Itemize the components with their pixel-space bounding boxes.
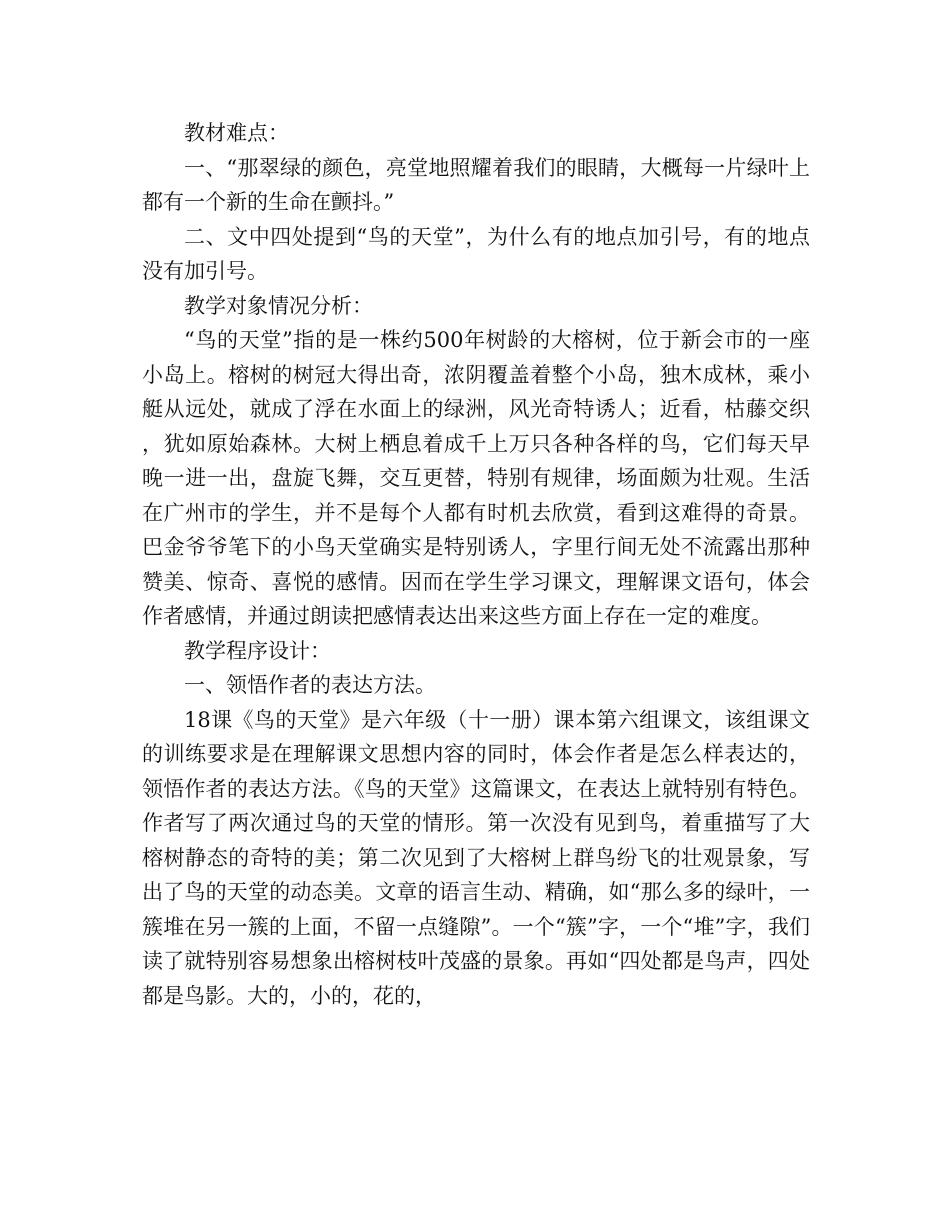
heading-teaching-difficulties: 教材难点： [184,121,289,145]
difficulty-item-2: 二、文中四处提到“鸟的天堂”，为什么有的地点加引号，有的地点没有加引号。 [142,224,810,283]
difficulty-item-1: 一、“那翠绿的颜色，亮堂地照耀着我们的眼睛，大概每一片绿叶上都有一个新的生命在颤抖。” [142,155,810,214]
heading-student-analysis: 教学对象情况分析： [184,293,373,318]
procedure-step-1-paragraph: 18课《鸟的天堂》是六年级（十一册）课本第六组课文，该组课文的训练要求是在理解课文思想内容的同时，体会作者是怎么样表达的，领悟作者的表达方法。《鸟的天堂》这篇课文，在表达上就特别有特色。作者写了两次通过鸟的天堂的情形。第一次没有见到鸟，着重描写了大榕树静态的奇特的美；第二次见到了大榕树上群鸟纷飞的壮观景象，写出了鸟的天堂的动态美。文章的语言生动、精确，如“那么多的绿叶，一簇堆在另一簇的上面，不留一点缝隙”。一个“簇”字，一个“堆”字，我们读了就特别容易想象出榕树枝叶茂盛的景象。再如“四处都是鸟声，四处都是鸟影。大的，小的，花的， [142,707,810,1008]
heading-teaching-procedure: 教学程序设计： [184,638,331,663]
document-page [142,116,810,1013]
student-analysis-paragraph: “鸟的天堂”指的是一株约500年树龄的大榕树，位于新会市的一座小岛上。榕树的树冠大得出奇，浓阴覆盖着整个小岛，独木成林，乘小艇从远处，就成了浮在水面上的绿洲，风光奇特诱人；近看，枯藤交织，犹如原始森林。大树上栖息着成千上万只各种各样的鸟，它们每天早晚一进一出，盘旋飞舞，交互更替，特别有规律，场面颇为壮观。生活在广州市的学生，并不是每个人都有时机去欣赏，看到这难得的奇景。巴金爷爷笔下的小鸟天堂确实是特别诱人，字里行间无处不流露出那种赞美、惊奇、喜悦的感情。因而在学生学习课文，理解课文语句，体会作者感情，并通过朗读把感情表达出来这些方面上存在一定的难度。 [142,328,810,628]
procedure-step-1-title: 一、领悟作者的表达方法。 [184,673,436,697]
